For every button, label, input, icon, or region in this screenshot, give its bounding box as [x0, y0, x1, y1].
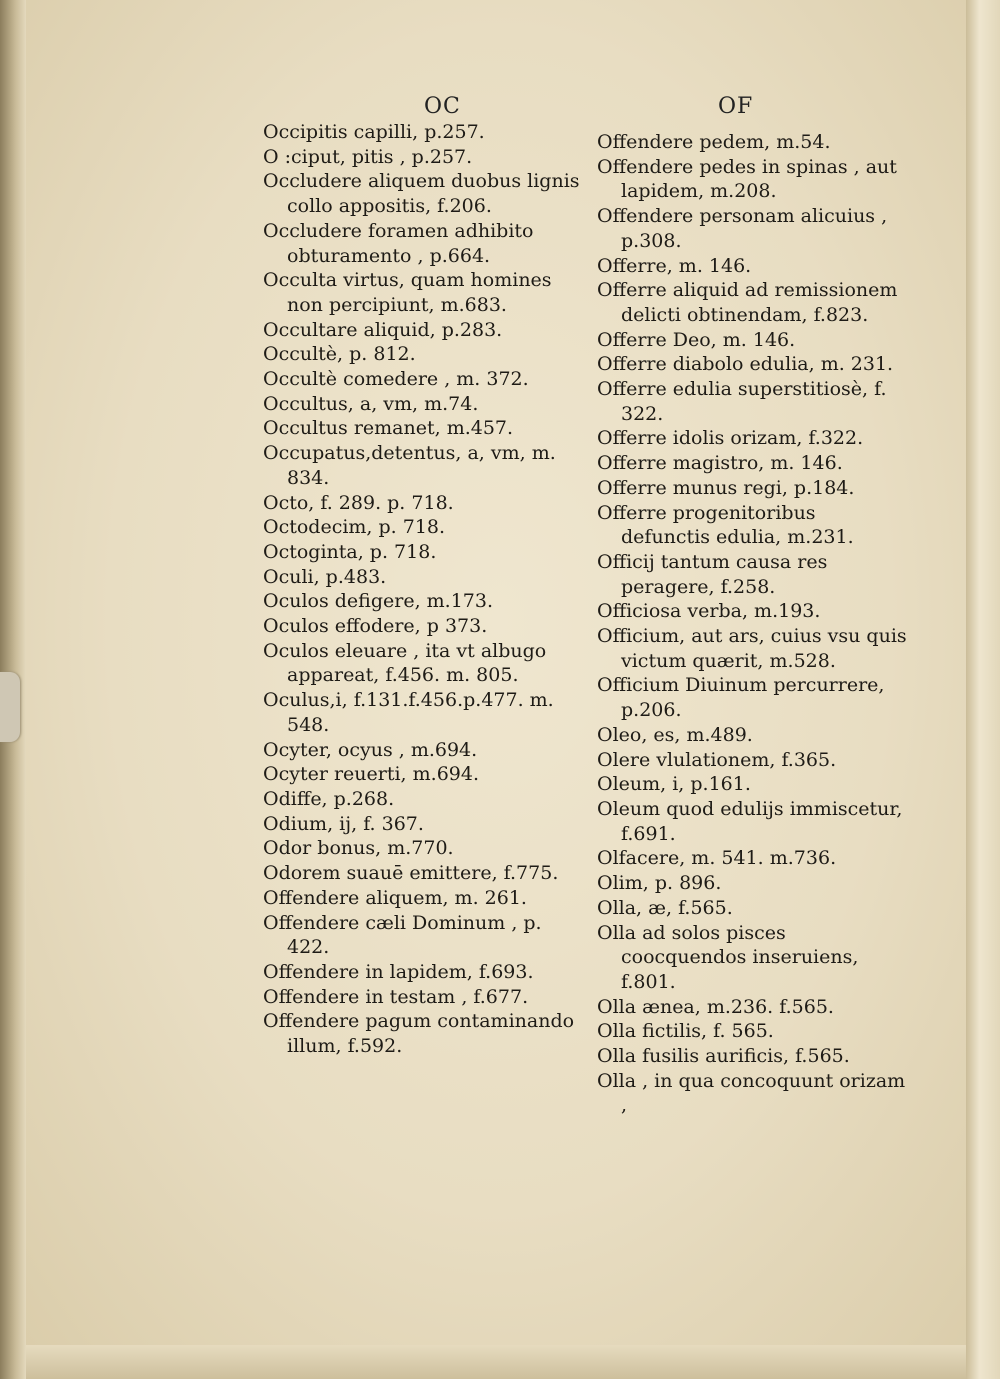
index-entry [263, 1009, 583, 1058]
index-entry [597, 624, 907, 673]
index-entry [263, 985, 583, 1010]
index-entry-text: Oculus,i, f.131.f.456.p.477. m. 548. [263, 689, 554, 736]
index-entry-text: Oleo, es, m.489. [597, 723, 753, 746]
index-entry-text: Offendere pagum contaminando illum, f.592. [263, 1010, 575, 1058]
index-entry-text: Offerre edulia superstitiosè, f. 322. [597, 378, 887, 425]
index-entry-text: Occludere aliquem duobus lignis collo appositis, f.206. [263, 170, 580, 218]
index-entry-text: Oculi, p.483. [263, 565, 387, 588]
index-entry [263, 145, 583, 170]
index-entry [263, 688, 583, 737]
page-bottom-shadow [26, 1345, 966, 1379]
index-entry [263, 738, 583, 763]
index-entry [263, 960, 583, 985]
index-entry [263, 787, 583, 812]
index-entry-text: Oculos defigere, m.173. [263, 590, 494, 613]
left-column-header: OC [424, 94, 461, 119]
index-entry-text: Offerre Deo, m. 146. [597, 328, 796, 351]
right-column-header: OF [718, 94, 754, 119]
index-entry [597, 871, 907, 896]
index-entry [263, 565, 583, 590]
index-entry-text: Odorem suauē emittere, f.775. [263, 862, 559, 885]
index-entry-text: Officiosa verba, m.193. [597, 600, 821, 623]
index-entry [597, 254, 907, 279]
index-entry-text: Offendere cæli Dominum , p. 422. [263, 911, 542, 959]
index-entry-text: Octodecim, p. 718. [263, 516, 446, 539]
index-entry-text: Oleum, i, p.161. [597, 773, 751, 796]
index-entry [263, 392, 583, 417]
left-index-column [263, 120, 583, 1059]
index-entry [263, 268, 583, 317]
index-entry [263, 367, 583, 392]
index-entry [597, 476, 907, 501]
index-entry-text: Octo, f. 289. p. 718. [263, 491, 454, 514]
index-entry-text: Offendere aliquem, m. 261. [263, 886, 527, 909]
index-entry-text: Oleum quod edulijs immiscetur, f.691. [597, 797, 903, 845]
index-entry-text: Occludere foramen adhibito obturamento , p.664. [263, 219, 534, 267]
index-entry-text: Olla, æ, f.565. [597, 896, 733, 919]
index-entry-text: Olla fusilis aurificis, f.565. [597, 1045, 850, 1068]
index-entry-text: Odor bonus, m.770. [263, 837, 454, 860]
index-entry-text: Occulta virtus, quam homines non percipiunt, m.683. [263, 269, 552, 316]
index-entry-text: Olla fictilis, f. 565. [597, 1020, 774, 1043]
index-entry-text: Offendere pedes in spinas , aut lapidem, m.208. [597, 155, 897, 203]
index-entry [597, 352, 907, 377]
index-entry-text: Olla , in qua concoquunt orizam , [597, 1069, 906, 1117]
index-entry-text: Offerre munus regi, p.184. [597, 476, 855, 499]
index-entry-text: Occupatus,detentus, a, vm, m. 834. [263, 442, 556, 489]
index-entry [597, 377, 907, 426]
index-entry [263, 886, 583, 911]
index-entry [597, 846, 907, 871]
index-entry [263, 540, 583, 565]
index-entry-text: Olla ad solos pisces coocquendos inseruiens, f.801. [597, 921, 859, 993]
index-entry [597, 748, 907, 773]
index-entry-text: Olim, p. 896. [597, 872, 722, 895]
index-entry-text: Oculos eleuare , ita vt albugo appareat, f.456. m. 805. [263, 639, 547, 687]
index-entry [597, 550, 907, 599]
index-entry-text: Oculos effodere, p 373. [263, 615, 488, 638]
index-entry-text: Occultè comedere , m. 372. [263, 368, 529, 391]
index-entry [597, 204, 907, 253]
index-entry-text: Offerre diabolo edulia, m. 231. [597, 353, 894, 376]
index-entry-text: Offerre magistro, m. 146. [597, 452, 843, 475]
index-entry [263, 318, 583, 343]
index-entry-text: Ocyter, ocyus , m.694. [263, 738, 478, 761]
index-entry [263, 219, 583, 268]
index-entry [263, 836, 583, 861]
index-entry [597, 155, 907, 204]
index-entry [263, 120, 583, 145]
index-entry-text: Octoginta, p. 718. [263, 540, 437, 563]
index-entry [263, 491, 583, 516]
index-entry [597, 1044, 907, 1069]
index-entry-text: Olere vlulationem, f.365. [597, 748, 837, 771]
index-entry [597, 426, 907, 451]
index-entry [263, 589, 583, 614]
index-entry [597, 1019, 907, 1044]
index-entry-text: Officium, aut ars, cuius vsu quis victum quærit, m.528. [597, 625, 907, 672]
index-entry-text: Offendere in lapidem, f.693. [263, 960, 534, 983]
page-tab [0, 672, 20, 742]
index-entry-text: O :ciput, pitis , p.257. [263, 145, 473, 168]
index-entry-text: Occultus, a, vm, m.74. [263, 392, 479, 415]
index-entry-text: Occultare aliquid, p.283. [263, 318, 503, 341]
index-entry [263, 639, 583, 688]
index-entry-text: Offendere pedem, m.54. [597, 131, 831, 153]
index-entry [263, 441, 583, 490]
index-entry [263, 416, 583, 441]
index-entry [597, 130, 907, 155]
index-entry-text: Offerre progenitoribus defunctis edulia, m.231. [597, 501, 854, 549]
index-entry [263, 812, 583, 837]
index-entry [263, 614, 583, 639]
index-entry [597, 278, 907, 327]
page-gutter [966, 0, 1000, 1379]
index-entry-text: Occultus remanet, m.457. [263, 417, 514, 440]
index-entry-text: Offerre aliquid ad remissionem delicti obtinendam, f.823. [597, 279, 898, 326]
index-entry [597, 797, 907, 846]
index-entry-text: Officij tantum causa res peragere, f.258. [597, 550, 828, 598]
index-entry [597, 1069, 907, 1118]
index-entry [263, 762, 583, 787]
index-entry-text: Officium Diuinum percurrere, p.206. [597, 674, 885, 722]
index-entry-text: Olfacere, m. 541. m.736. [597, 847, 837, 870]
index-entry [597, 723, 907, 748]
index-entry [263, 861, 583, 886]
index-entry [597, 501, 907, 550]
index-entry [597, 921, 907, 995]
index-entry-text: Offerre idolis orizam, f.322. [597, 427, 864, 450]
index-entry [597, 772, 907, 797]
index-entry [597, 328, 907, 353]
index-entry-text: Odium, ij, f. 367. [263, 812, 424, 835]
index-entry-text: Odiffe, p.268. [263, 787, 395, 810]
index-entry [597, 995, 907, 1020]
index-entry [597, 673, 907, 722]
index-entry [263, 515, 583, 540]
index-entry-text: Olla ænea, m.236. f.565. [597, 995, 834, 1018]
right-index-column [597, 130, 907, 1118]
index-entry [263, 169, 583, 218]
index-entry-text: Offerre, m. 146. [597, 254, 752, 277]
index-entry [263, 342, 583, 367]
index-entry-text: Offendere personam alicuius , p.308. [597, 205, 888, 252]
index-entry-text: Occipitis capilli, p.257. [263, 121, 485, 143]
index-entry [597, 599, 907, 624]
index-entry-text: Ocyter reuerti, m.694. [263, 763, 479, 786]
index-entry-text: Offendere in testam , f.677. [263, 985, 529, 1008]
index-entry [263, 911, 583, 960]
index-entry-text: Occultè, p. 812. [263, 343, 416, 366]
index-entry [597, 451, 907, 476]
index-entry [597, 896, 907, 921]
